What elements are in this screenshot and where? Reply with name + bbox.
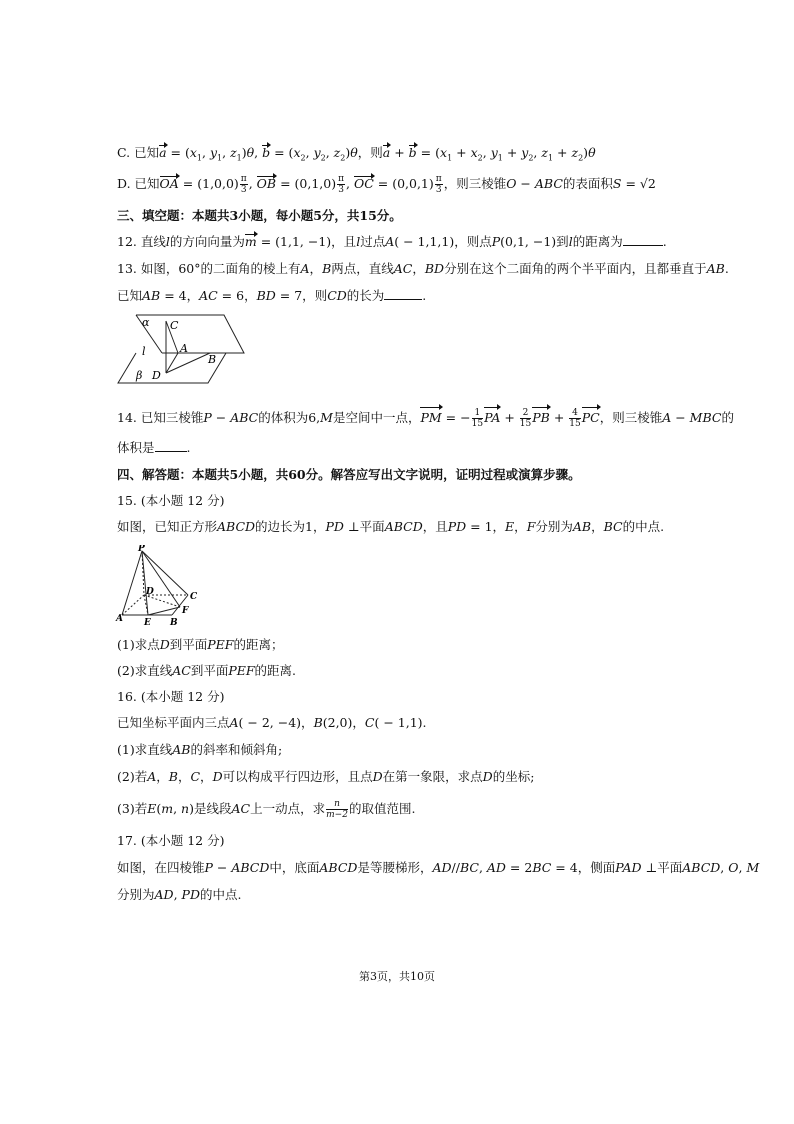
question-16-part3: (3)若E(m, n)是线段AC上一动点，求 $\frac{n}{m-2}$ 的取值范围. <box>117 799 416 820</box>
question-15-header: 15. (本小题 12 分) <box>117 493 225 508</box>
svg-text:A: A <box>116 614 123 624</box>
svg-text:β: β <box>136 369 143 382</box>
question-15-stem: 如图，已知正方形ABCD的边长为1，PD ⊥平面ABCD，且PD = 1，E，F分别为AB，BC的中点. <box>117 519 665 534</box>
section-3-title: 三、填空题：本题共3小题，每小题5分，共15分。 <box>117 208 402 223</box>
svg-text:B: B <box>208 353 217 366</box>
dihedral-angle-figure <box>114 313 246 387</box>
question-17-line2: 分别为AD, PD的中点. <box>117 887 242 902</box>
question-15-part2: (2)求直线AC到平面PEF的距离. <box>117 663 297 678</box>
svg-text:P: P <box>138 545 145 554</box>
question-16-header: 16. (本小题 12 分) <box>117 689 225 704</box>
option-d: D. 已知OA = (1,0,0) $\frac{\pi}{3}$ , OB = (0,1,0) $\frac{\pi}{3}$ , OC = (0,0,1) $\frac{\pi}{3}$ ，则三棱锥O − ABC的表面积S = √2 <box>117 174 656 195</box>
svg-text:B: B <box>170 618 178 627</box>
question-14-line2: 体积是 . <box>117 440 191 455</box>
question-13-line1: 13. 如图，60°的二面角的棱上有A，B两点，直线AC，BD分别在这个二面角的两个半平面内，且都垂直于AB. <box>117 261 729 276</box>
question-16-stem: 已知坐标平面内三点A( − 2, −4)，B(2,0)，C( − 1,1). <box>117 715 427 730</box>
question-12: 12. 直线l的方向向量为m = (1,1, −1)，且l过点A( − 1,1,1)，则点P(0,1, −1)到l的距离为 . <box>117 234 667 249</box>
question-15-part1: (1)求点D到平面PEF的距离； <box>117 637 284 652</box>
svg-text:A: A <box>180 342 188 355</box>
svg-text:D: D <box>152 369 161 382</box>
svg-text:C: C <box>190 592 198 602</box>
page-footer: 第3页，共10页 <box>359 970 435 983</box>
question-13-line2: 已知AB = 4，AC = 6，BD = 7，则CD的长为 . <box>117 288 427 303</box>
question-16-part1: (1)求直线AB的斜率和倾斜角; <box>117 742 283 757</box>
question-17-line1: 如图，在四棱锥P − ABCD中，底面ABCD是等腰梯形，AD//BC, AD = 2BC = 4，侧面PAD ⊥平面ABCD, O, M <box>117 860 760 875</box>
svg-text:α: α <box>142 316 150 329</box>
pyramid-pefd-figure <box>114 545 204 627</box>
svg-text:C: C <box>170 319 179 332</box>
section-4-title: 四、解答题：本题共5小题，共60分。解答应写出文字说明，证明过程或演算步骤。 <box>117 467 581 482</box>
question-17-header: 17. (本小题 12 分) <box>117 833 225 848</box>
question-16-part2: (2)若A，B，C，D可以构成平行四边形，且点D在第一象限，求点D的坐标; <box>117 769 535 784</box>
svg-text:E: E <box>144 618 151 627</box>
svg-text:D: D <box>146 587 154 597</box>
svg-text:F: F <box>182 606 189 616</box>
svg-text:l: l <box>142 345 146 358</box>
option-c: C. 已知$a = (x_1$, $y_1$, $z_1)\theta$, $b = (x_2$, $y_2$, $z_2)\theta$，则$a + b = (x_1 + x_2$, $y_1 + y_2$, $z_1 + z_2)\theta$ <box>117 145 596 163</box>
question-14-line1: 14. 已知三棱锥P − ABC的体积为6,M是空间中一点，PM = − $\frac{1}{15}$ PA + $\frac{2}{15}$ PB + $\frac{4}{15}$ PC，则三棱锥A − MBC的 <box>117 408 734 429</box>
